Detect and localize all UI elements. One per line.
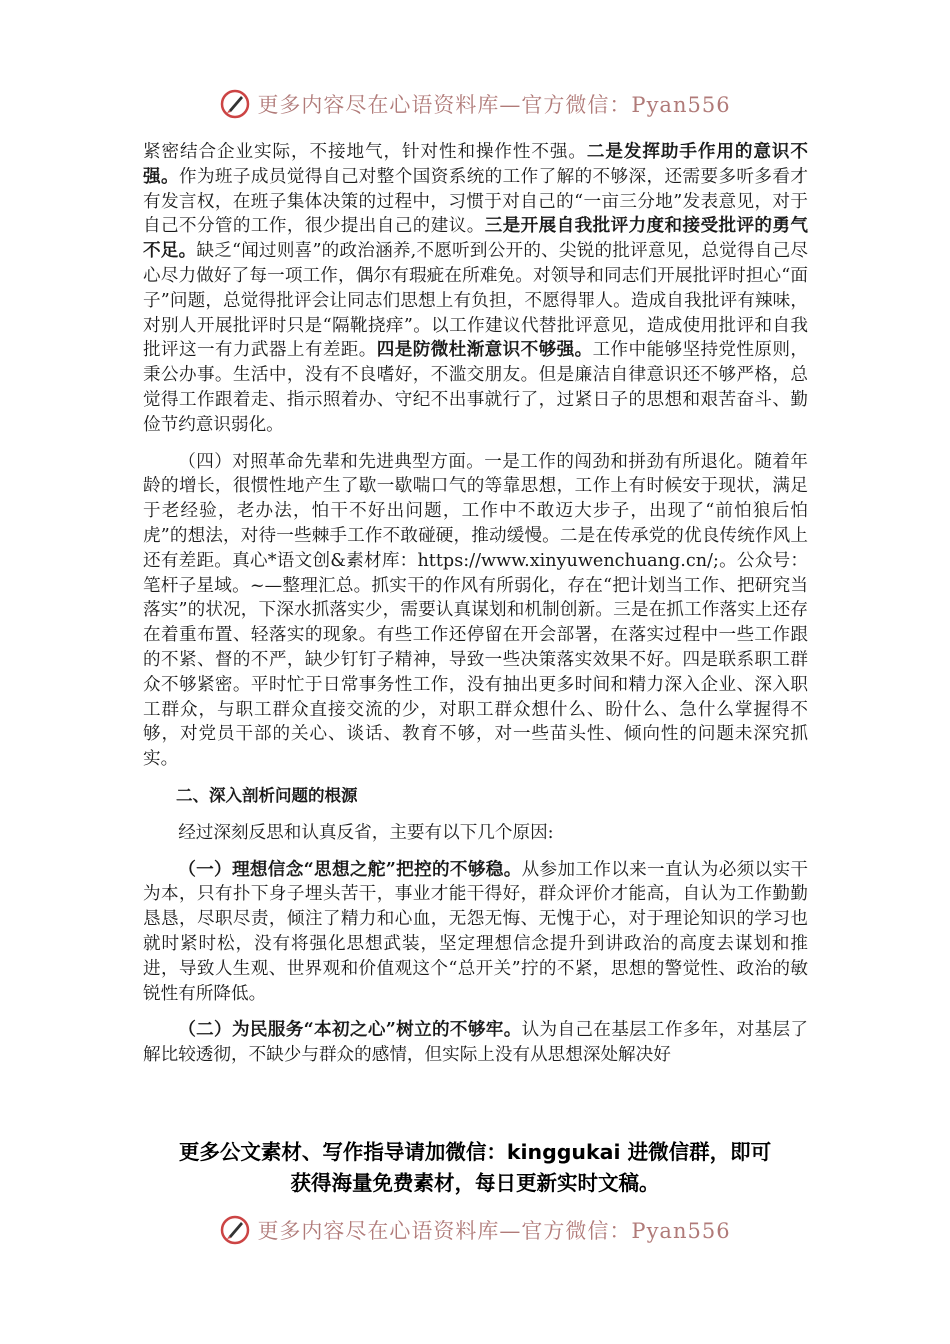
paragraph-causes-intro: 经过深刻反思和认真反省，主要有以下几个原因: xyxy=(178,822,554,843)
paragraph-revolutionary-comparison: （四）对照革命先辈和先进典型方面。一是工作的闯劲和拼劲有所退化。随着年龄的增长，很惯性地产生了歇一歇喘口气的等靠思想，工作上有时候安于现状，满足于老经验，老办法，怕干不好出问题，工作中不敢迈大步子，出现了“前怕狼后怕虎”的想法，对待一些棘手工作不敢碰硬，推动缓慢。二是在传承党的优良传统作风上还有差距。真心*语文创&素材库：https://www.xinyuwenchuang.cn/;。公众号：笔杆子星域。~—整理汇总。抓实干的作风有所弱化，存在“把计划当工作、把研究当落实”的状况，下深水抓落实少，需要认真谋划和机制创新。三是在抓工作落实上还存在着重布置、轻落实的现象。有些工作还停留在开会部署，在落实过程中一些工作跟的不紧、督的不严，缺少钉钉子精神，导致一些决策落实效果不好。四是联系职工群众不够紧密。平时忙于日常事务性工作，没有抽出更多时间和精力深入企业、深入职工群众，与职工群众直接交流的少，对职工群众想什么、盼什么、急什么掌握得不够，对党员干部的关心、谈话、教育不够，对一些苗头性、倾向性的问题未深究抓实。 xyxy=(143,451,808,770)
bold-point-two: 二是发挥助手作用的意识不强。 xyxy=(143,141,808,187)
paragraph-ideals-beliefs: （一）理想信念“思想之舵”把控的不够稳。从参加工作以来一直认为必须以实干为本，只有扑下身子埋头苦干，事业才能干得好，群众评价才能高，自认为工作勤勤恳恳，尽职尽责，倾注了精力和心血，无怨无悔、无愧于心，对于理论知识的学习也就时紧时松，没有将强化思想武装，坚定理想信念提升到讲政治的高度去谋划和推进，导致人生观、世界观和价值观这个“总开关”拧的不紧，思想的警觉性、政治的敏锐性有所降低。 xyxy=(143,858,808,1004)
promo-line-1: 更多公文素材、写作指导请加微信：kinggukai 进微信群，即可 xyxy=(178,1140,772,1164)
footer-banner-text: 更多内容尽在心语资料库—官方微信：Pyan556 xyxy=(257,1219,731,1243)
bold-cause-one: （一）理想信念“思想之舵”把控的不够稳。 xyxy=(178,858,522,880)
header-banner xyxy=(0,84,950,124)
pen-logo-icon xyxy=(219,88,251,120)
section-heading-root-causes: 二、深入剖析问题的根源 xyxy=(176,785,358,805)
bold-cause-two: （二）为民服务“本初之心”树立的不够牢。 xyxy=(178,1019,522,1041)
paragraph-self-criticism: 紧密结合企业实际，不接地气，针对性和操作性不强。二是发挥助手作用的意识不强。作为班子成员觉得自己对整个国资系统的工作了解的不够深，还需要多听多看才有发言权，在班子集体决策的过程中，习惯于对自己的“一亩三分地”发表意见，对于自己不分管的工作，很少提出自己的建议。三是开展自我批评力度和接受批评的勇气不足。缺乏“闻过则喜”的政治涵养,不愿听到公开的、尖锐的批评意见，总觉得自己尽心尽力做好了每一项工作，偶尔有瑕疵在所难免。对领导和同志们开展批评时担心“面子”问题，总觉得批评会让同志们思想上有负担，不愿得罪人。造成自我批评有辣味，对别人开展批评时只是“隔靴挠痒”。以工作建议代替批评意见，造成使用批评和自我批评这一有力武器上有差距。四是防微杜渐意识不够强。工作中能够坚持党性原则，秉公办事。生活中，没有不良嗜好，不滥交朋友。但是廉洁自律意识还不够严格，总觉得工作跟着走、指示照着办、守纪不出事就行了，过紧日子的思想和艰苦奋斗、勤俭节约意识弱化。 xyxy=(143,141,808,435)
pen-logo-icon xyxy=(219,1214,251,1246)
bold-point-four: 四是防微杜渐意识不够强。 xyxy=(376,339,593,361)
promo-line-2: 获得海量免费素材，每日更新实时文稿。 xyxy=(290,1171,660,1195)
header-banner-text: 更多内容尽在心语资料库—官方微信：Pyan556 xyxy=(257,93,731,117)
bold-point-three: 三是开展自我批评力度和接受批评的勇气不足。 xyxy=(143,215,808,262)
promo-notice xyxy=(120,1137,830,1199)
footer-banner xyxy=(0,1210,950,1250)
document-body xyxy=(143,140,808,1068)
paragraph-serving-people: （二）为民服务“本初之心”树立的不够牢。认为自己在基层工作多年，对基层了解比较透彻，不缺少与群众的感情，但实际上没有从思想深处解决好 xyxy=(143,1019,808,1066)
